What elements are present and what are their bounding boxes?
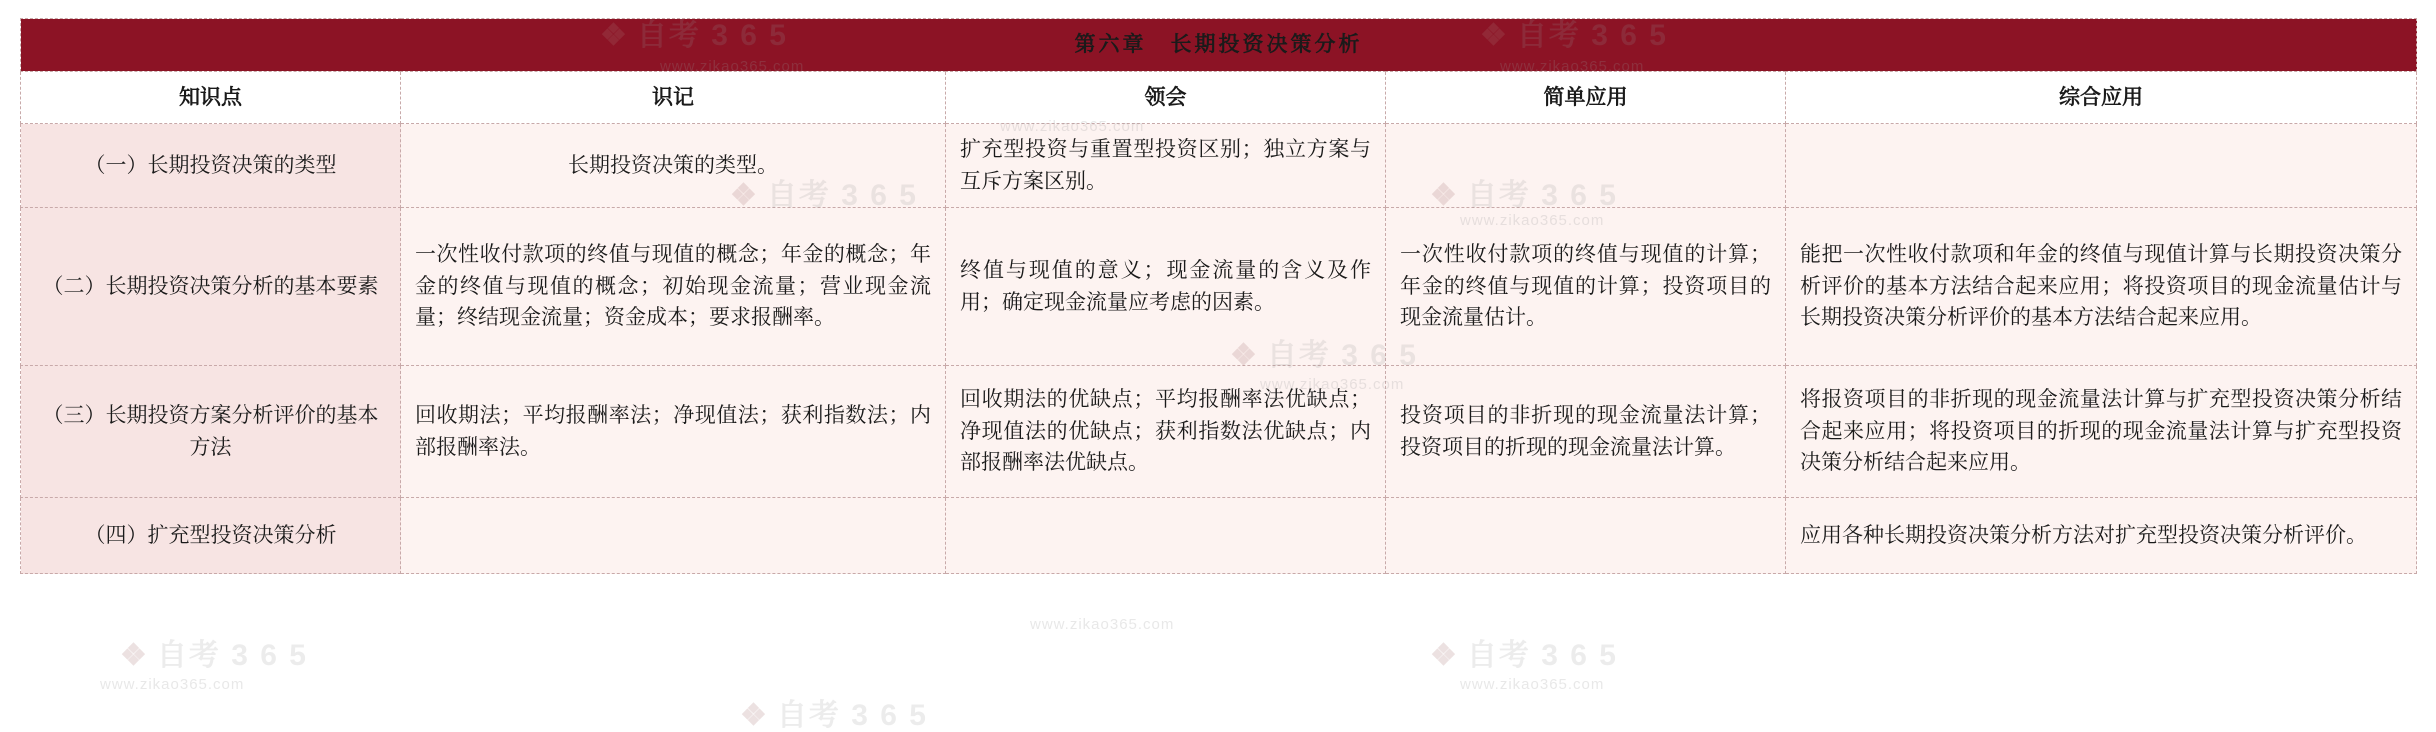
- watermark-site: www.zikao365.com: [660, 58, 805, 75]
- watermark-site: www.zikao365.com: [100, 676, 245, 693]
- cell-zonghe: 应用各种长期投资决策分析方法对扩充型投资决策分析评价。: [1786, 498, 2417, 574]
- cell-jiandan: 一次性收付款项的终值与现值的计算；年金的终值与现值的计算；投资项目的现金流量估计。: [1386, 208, 1786, 366]
- table-row: [21, 366, 2417, 498]
- cell-linghui: 扩充型投资与重置型投资区别；独立方案与互斥方案区别。: [946, 124, 1386, 208]
- watermark-logo-icon: ❖: [730, 179, 759, 212]
- watermark-logo-icon: ❖: [1430, 639, 1459, 672]
- watermark-site: www.zikao365.com: [1000, 118, 1145, 135]
- row-topic: （二）长期投资决策分析的基本要素: [21, 208, 401, 366]
- syllabus-table: [20, 18, 2417, 574]
- watermark-logo-icon: ❖: [600, 19, 629, 52]
- cell-linghui: 回收期法的优缺点；平均报酬率法优缺点；净现值法的优缺点；获利指数法优缺点；内部报酬率法优缺点。: [946, 366, 1386, 498]
- table-row: [21, 498, 2417, 574]
- column-header-jiandan: 简单应用: [1386, 71, 1786, 124]
- watermark-brand: ❖ 自考 3 6 5: [740, 699, 928, 732]
- cell-shiji: 长期投资决策的类型。: [401, 124, 946, 208]
- watermark-brand: ❖ 自考 3 6 5: [120, 639, 308, 672]
- cell-jiandan: [1386, 498, 1786, 574]
- watermark-logo-icon: ❖: [740, 699, 769, 732]
- cell-shiji: 一次性收付款项的终值与现值的概念；年金的概念；年金的终值与现值的概念；初始现金流量；营业现金流量；终结现金流量；资金成本；要求报酬率。: [401, 208, 946, 366]
- watermark-logo-icon: ❖: [1480, 19, 1509, 52]
- table-row: [21, 124, 2417, 208]
- column-header-zonghe: 综合应用: [1786, 71, 2417, 124]
- column-header-shiji: 识记: [401, 71, 946, 124]
- cell-zonghe: 能把一次性收付款项和年金的终值与现值计算与长期投资决策分析评价的基本方法结合起来应用；将投资项目的现金流量估计与长期投资决策分析评价的基本方法结合起来应用。: [1786, 208, 2417, 366]
- row-topic: （一）长期投资决策的类型: [21, 124, 401, 208]
- cell-linghui: 终值与现值的意义；现金流量的含义及作用；确定现金流量应考虑的因素。: [946, 208, 1386, 366]
- cell-linghui: [946, 498, 1386, 574]
- cell-shiji: [401, 498, 946, 574]
- watermark-site: www.zikao365.com: [1460, 676, 1605, 693]
- table-header-row: [21, 71, 2417, 124]
- row-topic: （三）长期投资方案分析评价的基本方法: [21, 366, 401, 498]
- table-title-row: [21, 19, 2417, 72]
- watermark-site: www.zikao365.com: [1260, 376, 1405, 393]
- column-header-topic: 知识点: [21, 71, 401, 124]
- chapter-title: 第六章 长期投资决策分析: [21, 19, 2417, 72]
- watermark-logo-icon: ❖: [1430, 179, 1459, 212]
- cell-zonghe: [1786, 124, 2417, 208]
- watermark-site: www.zikao365.com: [1500, 58, 1645, 75]
- row-topic: （四）扩充型投资决策分析: [21, 498, 401, 574]
- watermark-site: www.zikao365.com: [1030, 616, 1175, 633]
- watermark-logo-icon: ❖: [120, 639, 149, 672]
- cell-shiji: 回收期法；平均报酬率法；净现值法；获利指数法；内部报酬率法。: [401, 366, 946, 498]
- cell-jiandan: [1386, 124, 1786, 208]
- table-row: [21, 208, 2417, 366]
- watermark-brand: ❖ 自考 3 6 5: [1430, 639, 1618, 672]
- watermark-site: www.zikao365.com: [1460, 212, 1605, 229]
- cell-zonghe: 将报资项目的非折现的现金流量法计算与扩充型投资决策分析结合起来应用；将投资项目的折现的现金流量法计算与扩充型投资决策分析结合起来应用。: [1786, 366, 2417, 498]
- column-header-linghui: 领会: [946, 71, 1386, 124]
- watermark-logo-icon: ❖: [1230, 339, 1259, 372]
- cell-jiandan: 投资项目的非折现的现金流量法计算；投资项目的折现的现金流量法计算。: [1386, 366, 1786, 498]
